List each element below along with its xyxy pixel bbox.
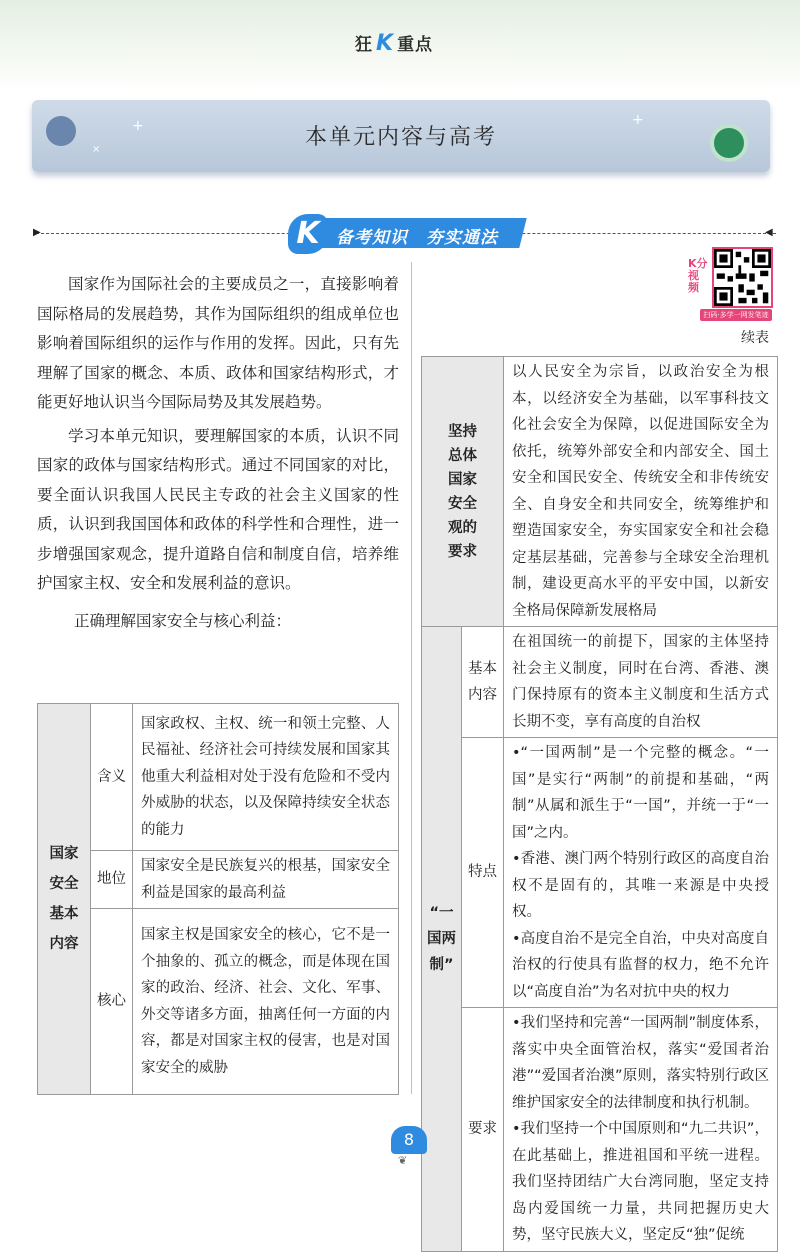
row-text: 在祖国统一的前提下，国家的主体坚持社会主义制度，同时在台湾、香港、澳门保持原有的资本主义制度和生活方式长期不变，享有高度的自治权 <box>504 627 778 738</box>
k-badge-icon: K <box>288 214 328 254</box>
paragraph: 学习本单元知识，要理解国家的本质，认识不同国家的政体与国家结构形式。通过不同国家的对比，要全面认识我国人民民主专政的社会主义国家的性质，认识到我国国体和政体的科学性和合理性，进一步增强国家观念，提升道路自信和制度自信，培养维护国家主权、安全和发展利益的意识。 <box>37 426 399 592</box>
table-row <box>38 704 399 851</box>
table-row <box>38 909 399 1095</box>
qr-code-icon <box>714 249 771 306</box>
row-label: 含义 <box>91 704 133 851</box>
qr-code[interactable] <box>712 247 773 308</box>
plus-decor-icon: + <box>132 118 144 134</box>
section-heading <box>288 214 523 250</box>
intro-text <box>37 270 399 636</box>
column-divider <box>411 262 412 1094</box>
row-label: 要求 <box>462 1008 504 1252</box>
table-category-cell <box>422 357 504 627</box>
unit-banner <box>32 100 770 172</box>
table-category-label: 国家安全基本内容 <box>49 846 79 952</box>
table-category-cell <box>422 627 462 1252</box>
row-label: 特点 <box>462 738 504 1008</box>
qr-caption: 扫码·多学一网发笔迹 <box>700 309 772 321</box>
table-row <box>422 357 778 627</box>
leaf-decor-icon: ❦ <box>398 1154 408 1167</box>
table-category-label: “一国两制” <box>427 904 456 973</box>
table-row <box>38 851 399 909</box>
bullet-item: •香港、澳门两个特别行政区的高度自治权不是固有的，其唯一来源是中央授权。 <box>512 851 769 920</box>
row-label-text: 基本内容 <box>468 660 497 703</box>
bullet-item: •我们坚持和完善“一国两制”制度体系，落实中央全面管治权，落实“爱国者治港”“爱国者治澳”原则，落实特别行政区维护国家安全的法律制度和执行机制。 <box>512 1015 769 1111</box>
row-text: 以人民安全为宗旨，以政治安全为根本，以经济安全为基础，以军事科技文化社会安全为保障，以促进国际安全为依托，统筹外部安全和内部安全、国土安全和国民安全、传统安全和非传统安全、自身安全和共同安全，统筹维护和塑造国家安全，夯实国家安全和社会稳定基层基础，完善参与全球安全治理机制，建设更高水平的平安中国，以新安全格局保障新发展格局 <box>504 357 778 627</box>
table-category-label: 坚持总体国家安全观的要求 <box>448 423 477 560</box>
bullet-item: •“一国两制”是一个完整的概念。“一国”是实行“两制”的前提和基础，“两制”从属和派生于“一国”，并统一于“一国”之内。 <box>512 745 769 841</box>
row-text: 国家政权、主权、统一和领土完整、人民福祉、经济社会可持续发展和国家其他重大利益相对处于没有危险和不受内外威胁的状态，以及保障持续安全状态的能力 <box>133 704 399 851</box>
bullet-item: •我们坚持一个中国原则和“九二共识”，在此基础上，推进祖国和平统一进程。我们坚持团结广大台湾同胞，坚定支持岛内爱国统一力量，共同把握历史大势，坚守民族大义，坚定反“独”促统 <box>512 1121 769 1243</box>
bullet-item: •高度自治不是完全自治，中央对高度自治权的行使具有监督的权力，绝不允许以“高度自治”为名对抗中央的权力 <box>512 930 769 1000</box>
plus-decor-icon: × <box>92 144 101 155</box>
table-row <box>422 1008 778 1252</box>
section-heading-label: 备考知识 夯实通法 <box>336 228 498 248</box>
page-number: 8 <box>391 1126 427 1154</box>
table-row <box>422 627 778 738</box>
paragraph: 正确理解国家安全与核心利益： <box>74 611 292 630</box>
arrow-left-icon: ▶ <box>33 227 41 238</box>
brand-logo: 狂 K 重点 <box>355 31 434 56</box>
row-label: 地位 <box>91 851 133 909</box>
paragraph: 国家作为国际社会的主要成员之一，直接影响着国际格局的发展趋势，其作为国际组织的组成单位也影响着国际组织的运作与作用的发挥。因此，只有先理解了国家的概念、本质、政体和国家结构形式，才能更好地认识当今国际局势及其发展趋势。 <box>37 275 399 411</box>
row-text: 国家安全是民族复兴的根基，国家安全利益是国家的最高利益 <box>133 851 399 909</box>
plus-decor-icon: + <box>632 112 644 128</box>
qr-side-label: K分视频 <box>688 257 708 294</box>
table-row <box>422 738 778 1008</box>
row-text <box>504 1008 778 1252</box>
arrow-right-icon: ◀ <box>765 227 773 238</box>
row-label <box>462 627 504 738</box>
row-text <box>504 738 778 1008</box>
table-category-cell <box>38 704 91 1095</box>
row-label: 核心 <box>91 909 133 1095</box>
continued-label: 续表 <box>741 330 769 346</box>
banner-title: 本单元内容与高考 <box>304 125 497 150</box>
national-security-table-continued <box>421 356 778 1252</box>
national-security-table <box>37 703 399 1095</box>
row-text: 国家主权是国家安全的核心，它不是一个抽象的、孤立的概念，而是体现在国家的政治、经济、社会、文化、军事、外交等诸多方面，抽离任何一方面的内容，都是对国家主权的侵害，也是对国家安全的威胁 <box>133 909 399 1095</box>
